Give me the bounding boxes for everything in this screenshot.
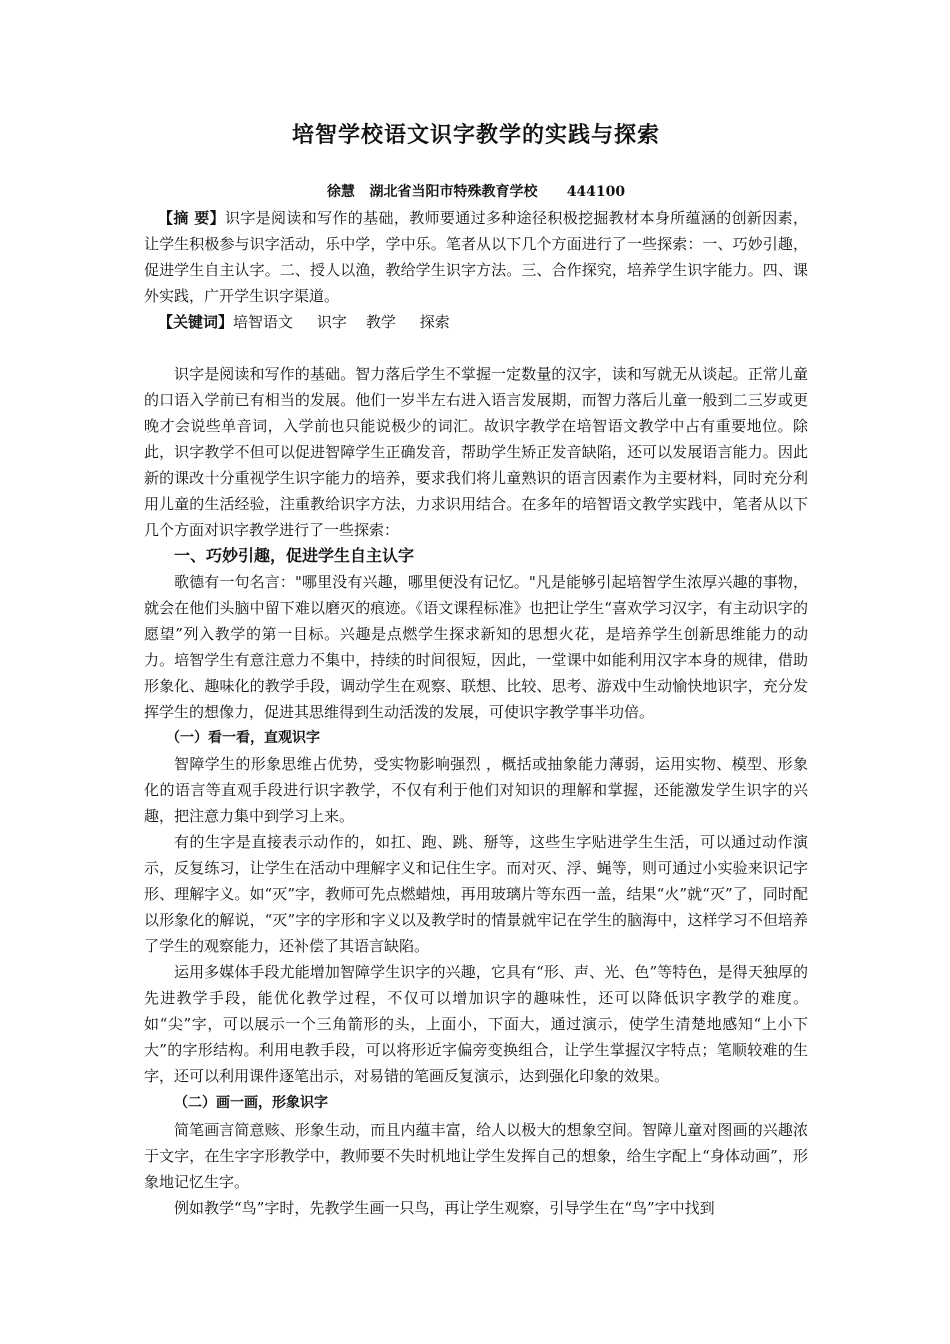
abstract-tag: 【摘 要】 (158, 209, 225, 227)
section1-paragraph: 歌德有一句名言："哪里没有兴趣，哪里便没有记忆。"凡是能够引起培智学生浓厚兴趣的事物，就会在他们头脑中留下难以磨灭的痕迹。《语文课程标准》也把让学生“喜欢学习汉字，有主动识字的愿望”列入教学的第一目标。兴趣是点燃学生探求新知的思想火花，是培养学生创新思维能力的动力。培智学生有意注意力不集中，持续的时间很短，因此，一堂课中如能利用汉字本身的规律，借助形象化、趣味化的教学手段，调动学生在观察、联想、比较、思考、游戏中生动愉快地识字，充分发挥学生的想像力，促进其思维得到生动活泼的发展，可使识字教学事半功倍。 (144, 573, 808, 721)
abstract (144, 205, 808, 309)
sub2-paragraph-2: 例如教学“鸟”字时，先教学生画一只鸟，再让学生观察，引导学生在“鸟”字中找到 (174, 1199, 715, 1217)
keywords-tag: 【关键词】 (158, 313, 234, 331)
paper-title: 培智学校语文识字教学的实践与探索 (291, 122, 660, 148)
subsection-heading-2: （二）画一画，形象识字 (174, 1095, 328, 1111)
subsection-heading-1: （一）看一看，直观识字 (166, 730, 320, 746)
sub2-paragraph-1: 简笔画言简意赅、形象生动，而且内蕴丰富，给人以极大的想象空间。智障儿童对图画的兴趣浓于文字，在生字字形教学中，教师要不失时机地让学生发挥自己的想象，给生字配上“身体动画”，形象地记忆生字。 (144, 1121, 808, 1191)
abstract-text: 识字是阅读和写作的基础，教师要通过多种途径积极挖掘教材本身所蕴涵的创新因素，让学生积极参与识字活动，乐中学，学中乐。笔者从以下几个方面进行了一些探索：一、巧妙引趣，促进学生自主认字。二、授人以渔，教给学生识字方法。三、合作探究，培养学生识字能力。四、课外实践，广开学生识字渠道。 (144, 209, 808, 305)
sub1-paragraph-3: 运用多媒体手段尤能增加智障学生识字的兴趣，它具有“形、声、光、色”等特色，是得天独厚的先进教学手段，能优化教学过程，不仅可以增加识字的趣味性，还可以降低识字教学的难度。如“尖”字，可以展示一个三角箭形的头，上面小，下面大，通过演示，使学生清楚地感知“上小下大”的字形结构。利用电教手段，可以将形近字偏旁变换组合，让学生掌握汉字特点；笔顺较难的生字，还可以利用课件逐笔出示，对易错的笔画反复演示，达到强化印象的效果。 (144, 963, 808, 1085)
section-heading-1: 一、巧妙引趣，促进学生自主认字 (174, 546, 415, 565)
spacer (144, 335, 808, 361)
keywords-text: 培智语文 识字 教学 探索 (233, 313, 450, 331)
document-page (144, 118, 808, 1221)
intro-paragraph: 识字是阅读和写作的基础。智力落后学生不掌握一定数量的汉字，读和写就无从谈起。正常儿童的口语入学前已有相当的发展。他们一岁半左右进入语言发展期，而智力落后儿童一般到二三岁或更晚才会说些单音词，入学前也只能说极少的词汇。故识字教学在培智语文教学中占有重要地位。除此，识字教学不但可以促进智障学生正确发音，帮助学生矫正发音缺陷，还可以发展语言能力。因此新的课改十分重视学生识字能力的培养，要求我们将儿童熟识的语言因素作为主要材料，同时充分利用儿童的生活经验，注重教给识字方法，力求识用结合。在多年的培智语文教学实践中，笔者从以下几个方面对识字教学进行了一些探索： (144, 365, 808, 539)
keywords (144, 309, 808, 335)
sub1-paragraph-1: 智障学生的形象思维占优势，受实物影响强烈 ，概括或抽象能力薄弱，运用实物、模型、形象化的语言等直观手段进行识字教学，不仅有利于他们对知识的理解和掌握，还能激发学生识字的兴趣，把注意力集中到学习上来。 (144, 755, 808, 825)
sub1-paragraph-2: 有的生字是直接表示动作的，如扛、跑、跳、掰等，这些生字贴进学生生活，可以通过动作演示，反复练习，让学生在活动中理解字义和记住生字。而对灭、浮、蝇等，则可通过小实验来识记字形、理解字义。如“灭”字，教师可先点燃蜡烛，再用玻璃片等东西一盖，结果“火”就“灭”了，同时配以形象化的解说，“灭”字的字形和字义以及教学时的情景就牢记在学生的脑海中，这样学习不但培养了学生的观察能力，还补偿了其语言缺陷。 (144, 833, 808, 955)
author-line: 徐慧 湖北省当阳市特殊教育学校 444100 (326, 184, 626, 200)
